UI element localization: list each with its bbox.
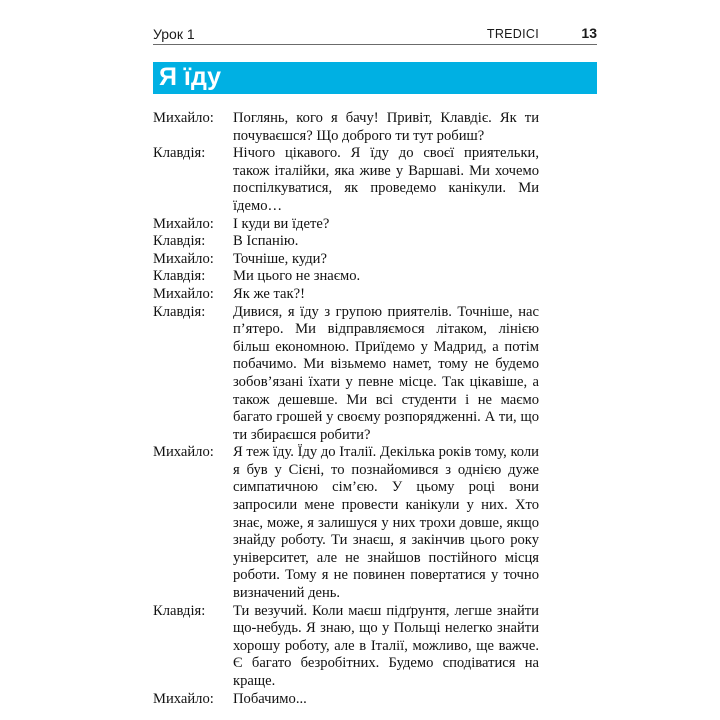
- dialogue-row: [153, 268, 597, 286]
- dialogue-line: Я теж їду. Їду до Італії. Декілька років тому, коли я був у Сієні, то познайомився з однією дуже симпатичною сім’єю. У цьому році вони запросили мене провести канікули у них. Хто знає, може, я залишуся у них трохи довше, якщо знайду роботу. Ти знаєш, я закінчив цього року університет, але не знайшов постійного місця роботи. Тому я не повинен повертатися у точно визначений день.: [233, 444, 539, 602]
- dialogue-line: І куди ви їдете?: [233, 215, 330, 232]
- dialogue-row: [153, 304, 597, 445]
- speaker-name: Клавдія:: [153, 303, 206, 320]
- page-header: [153, 24, 597, 45]
- speaker-name: Клавдія:: [153, 602, 206, 619]
- dialogue-row: [153, 110, 597, 145]
- speaker-name: Клавдія:: [153, 268, 206, 285]
- section-label: TREDICI: [486, 27, 539, 41]
- dialogue-row: [153, 603, 597, 691]
- title-banner: [153, 62, 597, 94]
- dialogue-line: Дивися, я їду з групою приятелів. Точніше, нас п’ятеро. Ми відправляємося літаком, лінією більш економною. Приїдемо у Мадрид, а потім побачимо. Ми візьмемо намет, тому не будемо зобов’язані їхати у певне місце. Так цікавіше, а також дешевше. Ми всі студенти і не маємо багато грошей у своєму розпорядженні. А ти, що ти збираєшся робити?: [233, 303, 539, 443]
- dialogue-line: Ти везучий. Коли маєш підґрунтя, легше знайти що-небудь. Я знаю, що у Польщі нелегко знайти хорошу роботу, але в Італії, можливо, ще важче. Є багато безробітних. Будемо сподіватися на краще.: [233, 602, 539, 689]
- dialogue-line: В Іспанію.: [233, 233, 299, 250]
- dialogue: [153, 110, 597, 708]
- dialogue-row: [153, 233, 597, 251]
- speaker-name: Клавдія:: [153, 233, 206, 250]
- page-title: Я їду: [159, 63, 222, 91]
- speaker-name: Михайло:: [153, 215, 214, 232]
- speaker-name: Михайло:: [153, 250, 214, 267]
- speaker-name: Михайло:: [153, 110, 214, 126]
- dialogue-line: Побачимо...: [233, 690, 307, 707]
- dialogue-row: [153, 145, 597, 215]
- dialogue-line: Поглянь, кого я бачу! Привіт, Клавдіє. Як ти почуваєшся? Що доброго ти тут робиш?: [233, 110, 539, 144]
- lesson-label: Урок 1: [153, 26, 195, 42]
- dialogue-line: Точніше, куди?: [233, 250, 327, 267]
- dialogue-row: [153, 691, 597, 709]
- page-number: 13: [581, 25, 597, 41]
- dialogue-row: [153, 216, 597, 234]
- speaker-name: Клавдія:: [153, 145, 206, 162]
- dialogue-line: Ми цього не знаємо.: [233, 268, 361, 285]
- speaker-name: Михайло:: [153, 285, 214, 302]
- dialogue-row: [153, 286, 597, 304]
- dialogue-row: [153, 251, 597, 269]
- dialogue-line: Як же так?!: [233, 285, 305, 302]
- dialogue-line: Нічого цікавого. Я їду до своєї приятельки, також італійки, яка живе у Варшаві. Ми хочемо поспілкуватися, як проведемо канікули. Ми їдемо…: [233, 145, 539, 214]
- speaker-name: Михайло:: [153, 444, 214, 461]
- speaker-name: Михайло:: [153, 690, 214, 707]
- dialogue-row: [153, 444, 597, 602]
